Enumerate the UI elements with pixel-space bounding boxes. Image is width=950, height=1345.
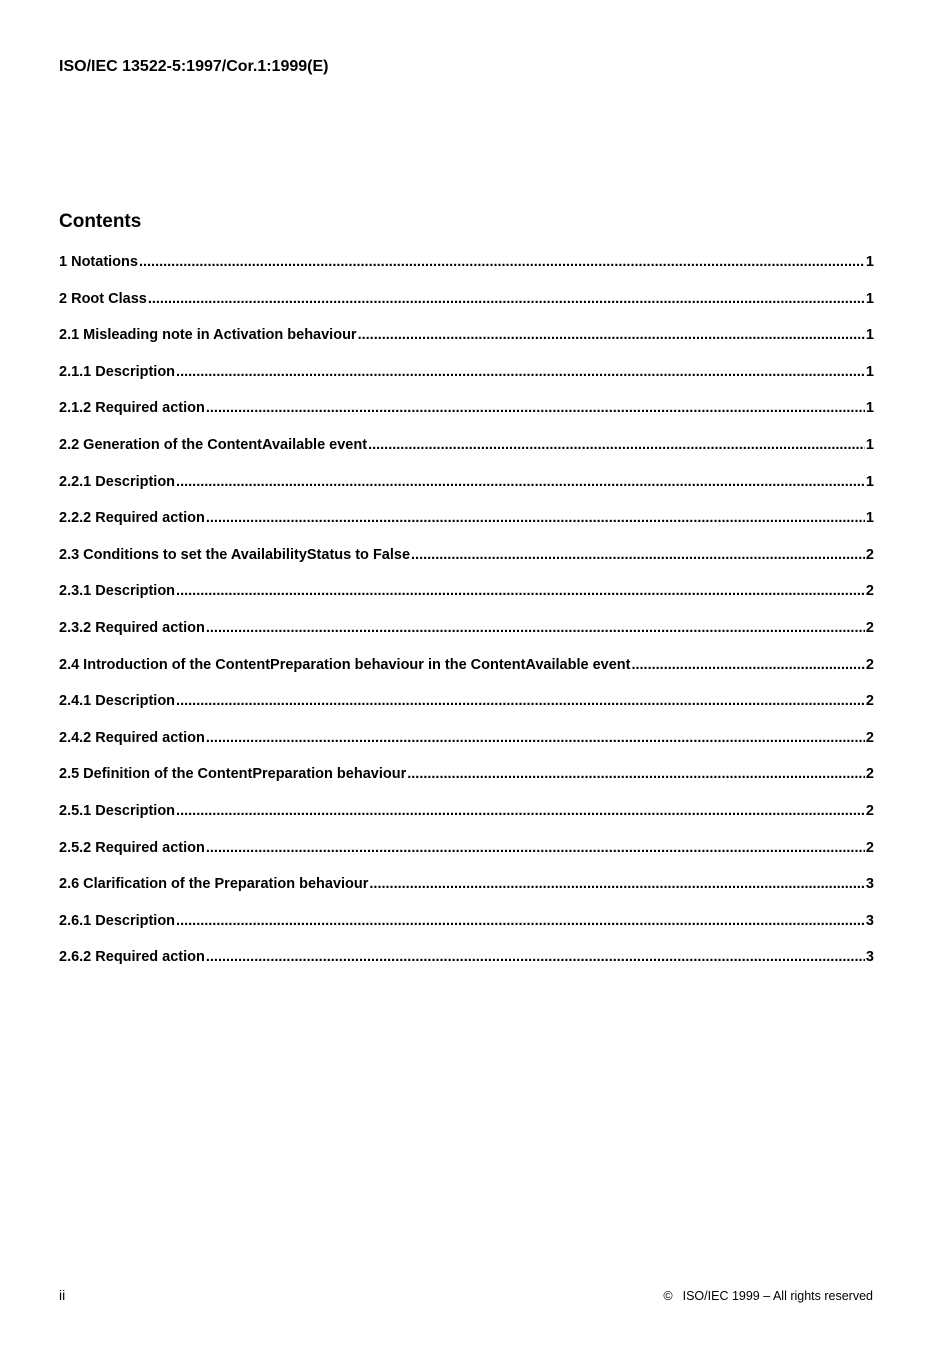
toc-dot-leader: [176, 583, 865, 599]
toc-entry-label: 2.1.1 Description: [59, 363, 176, 380]
toc-dot-leader: [206, 949, 865, 965]
toc-entry-page: 1: [865, 363, 874, 380]
toc-entry-page: 3: [865, 876, 874, 893]
toc-entry-2-6-2[interactable]: [59, 949, 874, 986]
toc-entry-page: 2: [865, 656, 874, 673]
toc-dot-leader: [407, 766, 865, 782]
toc-entry-label: 2.5.2 Required action: [59, 839, 205, 856]
toc-entry-2-5-1[interactable]: [59, 803, 874, 840]
toc-entry-page: 2: [865, 729, 874, 746]
toc-entry-2-4[interactable]: [59, 657, 874, 694]
toc-entry-label: 2.6.1 Description: [59, 912, 176, 929]
toc-dot-leader: [206, 620, 865, 636]
toc-entry-2-1[interactable]: [59, 327, 874, 364]
toc-entry-2-5[interactable]: [59, 766, 874, 803]
toc-entry-page: 2: [865, 546, 874, 563]
toc-entry-label: 2.5 Definition of the ContentPreparation behaviour: [59, 766, 407, 783]
toc-dot-leader: [176, 913, 865, 929]
toc-entry-page: 1: [865, 436, 874, 453]
toc-entry-2-1-1[interactable]: [59, 364, 874, 401]
toc-entry-page: 1: [865, 327, 874, 344]
toc-dot-leader: [206, 510, 865, 526]
toc-dot-leader: [369, 876, 865, 892]
toc-entry-label: 2.3.1 Description: [59, 583, 176, 600]
copyright-text: ISO/IEC 1999 – All rights reserved: [682, 1289, 873, 1303]
toc-dot-leader: [206, 840, 865, 856]
toc-entry-page: 1: [865, 510, 874, 527]
toc-entry-label: 2.3 Conditions to set the AvailabilityStatus to False: [59, 546, 411, 563]
toc-entry-2-6[interactable]: [59, 876, 874, 913]
toc-entry-1[interactable]: [59, 254, 874, 291]
toc-entry-page: 1: [865, 400, 874, 417]
toc-entry-page: 2: [865, 839, 874, 856]
toc-entry-label: 2.5.1 Description: [59, 802, 176, 819]
document-header-title: ISO/IEC 13522-5:1997/Cor.1:1999(E): [59, 58, 329, 75]
toc-entry-2-4-1[interactable]: [59, 693, 874, 730]
toc-dot-leader: [139, 254, 865, 270]
toc-entry-2-3-2[interactable]: [59, 620, 874, 657]
toc-entry-2-6-1[interactable]: [59, 913, 874, 950]
toc-entry-2-2-2[interactable]: [59, 510, 874, 547]
toc-entry-page: 1: [865, 254, 874, 270]
toc-entry-2-1-2[interactable]: [59, 400, 874, 437]
toc-entry-page: 2: [865, 583, 874, 600]
toc-entry-2-2-1[interactable]: [59, 474, 874, 511]
toc-dot-leader: [176, 364, 865, 380]
table-of-contents: [59, 254, 874, 986]
toc-dot-leader: [206, 730, 865, 746]
toc-entry-label: 2.6 Clarification of the Preparation behaviour: [59, 876, 369, 893]
toc-entry-page: 3: [865, 912, 874, 929]
toc-entry-label: 2.3.2 Required action: [59, 619, 205, 636]
toc-entry-label: 2.4 Introduction of the ContentPreparation behaviour in the ContentAvailable event: [59, 656, 631, 673]
toc-dot-leader: [206, 400, 865, 416]
toc-dot-leader: [631, 657, 864, 673]
toc-entry-page: 2: [865, 619, 874, 636]
toc-dot-leader: [411, 547, 865, 563]
toc-entry-2-5-2[interactable]: [59, 840, 874, 877]
toc-dot-leader: [358, 327, 865, 343]
toc-entry-page: 3: [865, 949, 874, 966]
toc-entry-2-3[interactable]: [59, 547, 874, 584]
toc-entry-label: 2 Root Class: [59, 290, 147, 307]
toc-entry-2[interactable]: [59, 291, 874, 328]
footer-copyright: [663, 1289, 873, 1303]
toc-entry-page: 2: [865, 766, 874, 783]
toc-entry-page: 1: [865, 473, 874, 490]
toc-entry-label: 2.2.1 Description: [59, 473, 176, 490]
toc-entry-label: 2.2.2 Required action: [59, 510, 205, 527]
toc-dot-leader: [176, 693, 865, 709]
toc-entry-label: 2.1 Misleading note in Activation behaviour: [59, 327, 357, 344]
toc-entry-label: 2.4.2 Required action: [59, 729, 205, 746]
copyright-icon: ©: [663, 1289, 673, 1303]
footer-page-number: ii: [59, 1287, 66, 1303]
toc-entry-label: 2.2 Generation of the ContentAvailable event: [59, 436, 368, 453]
toc-entry-page: 1: [865, 290, 874, 307]
contents-heading: Contents: [59, 211, 142, 232]
toc-dot-leader: [368, 437, 865, 453]
toc-entry-label: 1 Notations: [59, 254, 138, 270]
toc-entry-2-4-2[interactable]: [59, 730, 874, 767]
toc-entry-label: 2.6.2 Required action: [59, 949, 205, 966]
toc-entry-label: 2.4.1 Description: [59, 693, 176, 710]
toc-dot-leader: [176, 474, 865, 490]
toc-entry-label: 2.1.2 Required action: [59, 400, 205, 417]
toc-entry-page: 2: [865, 802, 874, 819]
toc-dot-leader: [176, 803, 865, 819]
toc-dot-leader: [148, 291, 865, 307]
toc-entry-2-2[interactable]: [59, 437, 874, 474]
toc-entry-2-3-1[interactable]: [59, 583, 874, 620]
toc-entry-page: 2: [865, 693, 874, 710]
